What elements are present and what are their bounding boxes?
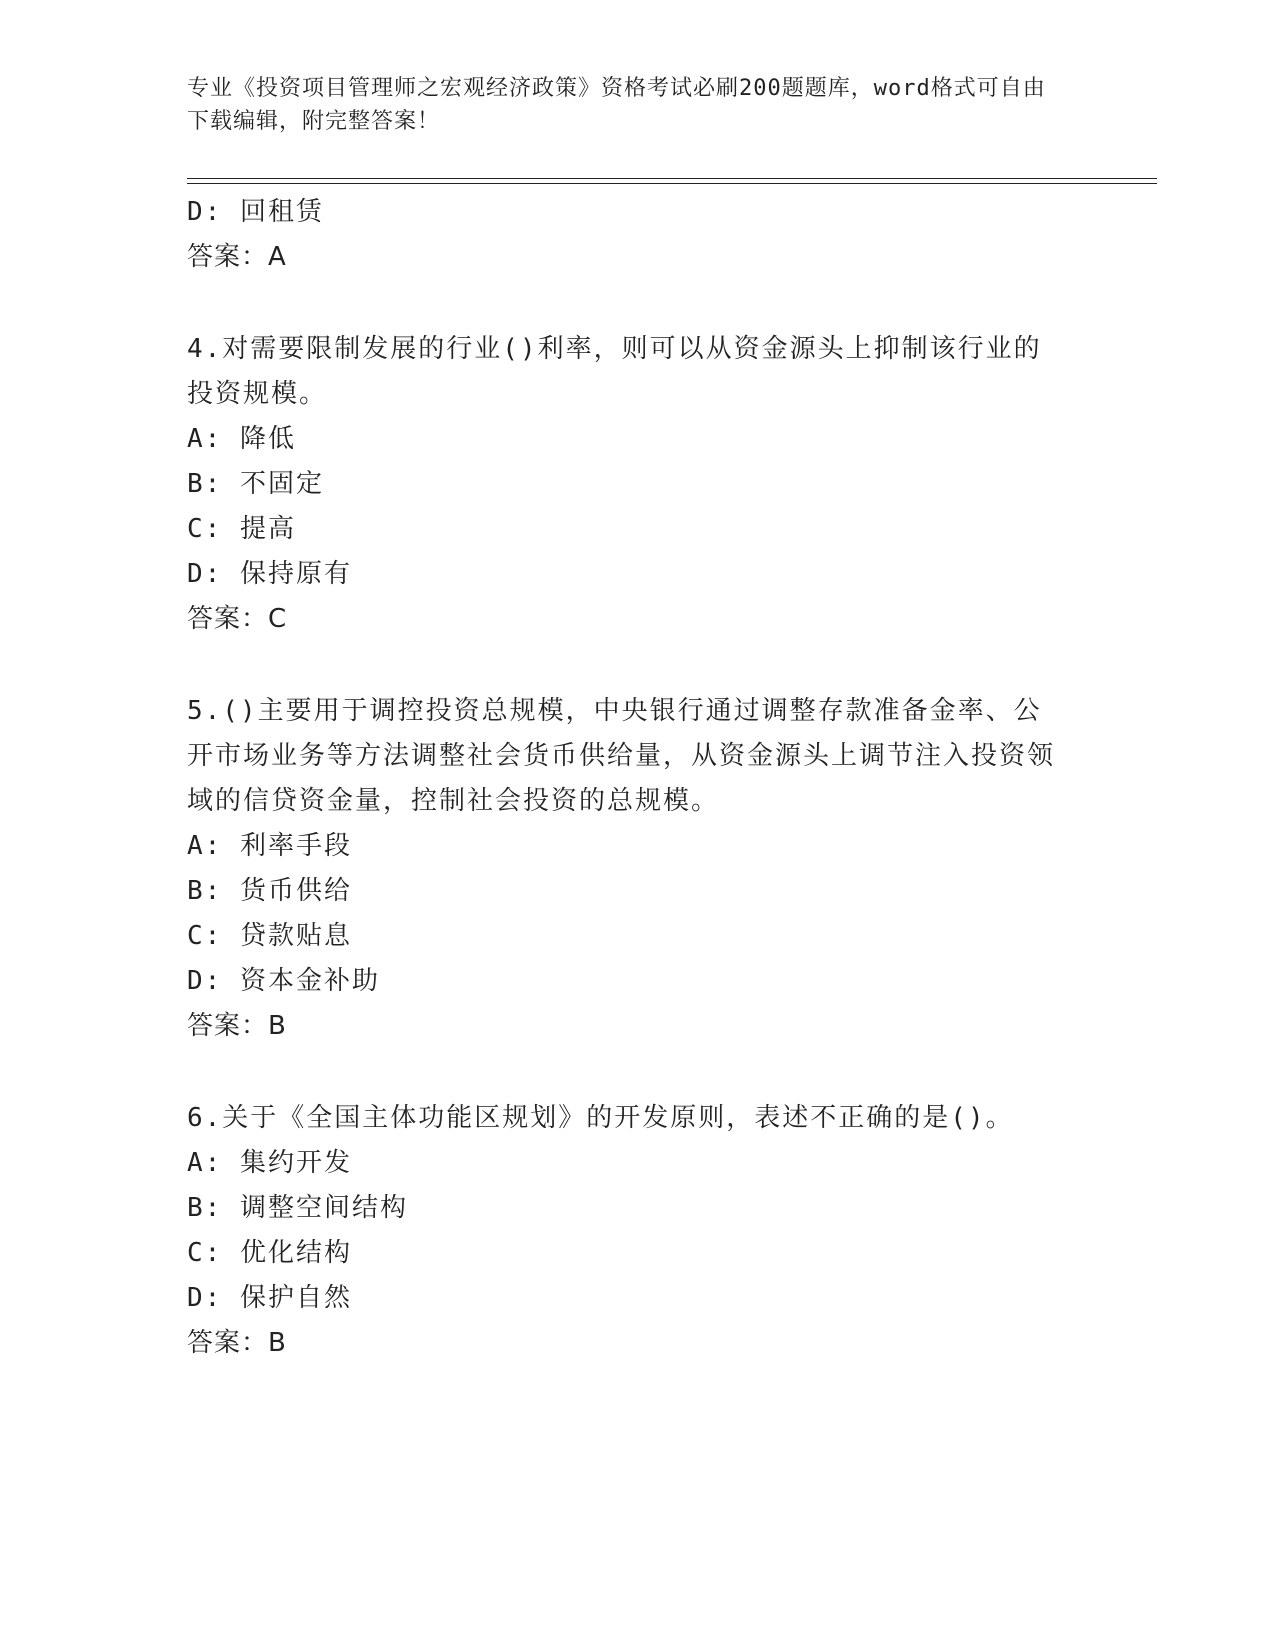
- question-4: [187, 327, 1067, 642]
- question-5-answer: 答案：B: [187, 1011, 287, 1041]
- question-5: [187, 689, 1067, 1049]
- carryover-option-d: D: 回租赁: [187, 197, 324, 227]
- spacer: [187, 1049, 1067, 1096]
- question-4-option-a: A: 降低: [187, 424, 296, 454]
- question-6-answer: 答案：B: [187, 1328, 287, 1358]
- question-5-stem: 5.()主要用于调控投资总规模，中央银行通过调整存款准备金率、公开市场业务等方法调整社会货币供给量，从资金源头上调节注入投资领域的信贷资金量，控制社会投资的总规模。: [187, 696, 1056, 816]
- header-rule-bottom: [187, 183, 1157, 184]
- spacer: [187, 280, 1067, 327]
- carryover-answer: 答案：A: [187, 242, 287, 272]
- question-6-option-c: C: 优化结构: [187, 1238, 352, 1268]
- question-4-option-c: C: 提高: [187, 514, 296, 544]
- document-header: 专业《投资项目管理师之宏观经济政策》资格考试必刷200题题库，word格式可自由下载编辑，附完整答案！: [187, 76, 1046, 134]
- header-rule-top: [187, 178, 1157, 179]
- question-content: [187, 190, 1067, 1366]
- question-4-stem: 4.对需要限制发展的行业()利率，则可以从资金源头上抑制该行业的投资规模。: [187, 334, 1042, 409]
- question-6: [187, 1096, 1067, 1366]
- spacer: [187, 642, 1067, 689]
- question-5-option-c: C: 贷款贴息: [187, 921, 352, 951]
- question-5-option-b: B: 货币供给: [187, 876, 352, 906]
- question-6-stem: 6.关于《全国主体功能区规划》的开发原则，表述不正确的是()。: [187, 1103, 1014, 1133]
- question-6-option-d: D: 保护自然: [187, 1283, 352, 1313]
- question-4-option-d: D: 保持原有: [187, 559, 352, 589]
- question-6-option-b: B: 调整空间结构: [187, 1193, 408, 1223]
- question-4-answer: 答案：C: [187, 604, 288, 634]
- question-5-option-d: D: 资本金补助: [187, 966, 380, 996]
- question-4-option-b: B: 不固定: [187, 469, 324, 499]
- question-6-option-a: A: 集约开发: [187, 1148, 352, 1178]
- question-5-option-a: A: 利率手段: [187, 831, 352, 861]
